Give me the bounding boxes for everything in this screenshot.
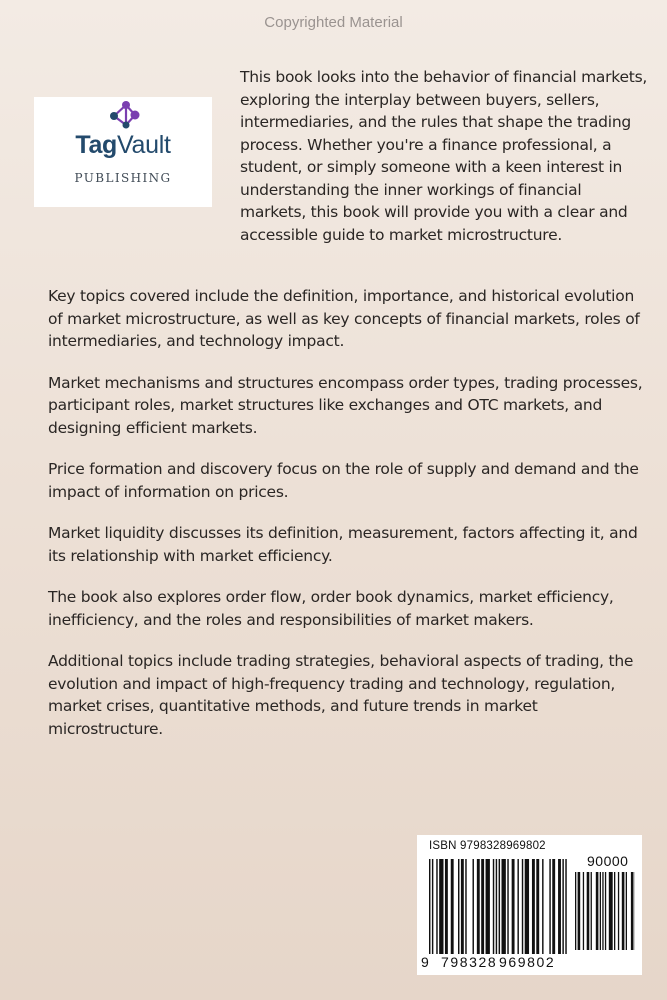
barcode-bar <box>473 859 474 954</box>
paragraph-price-formation: Price formation and discovery focus on the role of supply and demand and the impact of information on prices. <box>48 460 639 501</box>
paragraph-mechanisms: Market mechanisms and structures encompass order types, trading processes, participant roles, market structures like exchanges and OTC markets, and designing efficient markets. <box>48 373 643 437</box>
ean-first-digit: 9 <box>421 954 429 970</box>
publisher-logo <box>34 97 212 207</box>
barcode-bar <box>465 859 466 954</box>
barcode-bar <box>499 859 500 954</box>
barcode-bar <box>562 859 563 954</box>
barcode-bar <box>631 872 634 950</box>
barcode-bar <box>596 872 599 950</box>
ean13-barcode-bars <box>429 859 569 959</box>
barcode-bar <box>517 859 518 954</box>
paragraph-order-flow: The book also explores order flow, order book dynamics, market efficiency, inefficiency, and the roles and responsibilities of market makers. <box>48 588 614 629</box>
barcode-bar <box>532 859 535 954</box>
barcode-bar <box>436 859 437 954</box>
paragraph-liquidity: Market liquidity discusses its definition, measurement, factors affecting it, and its relationship with market efficiency. <box>48 524 638 565</box>
barcode-bar <box>477 859 480 954</box>
publisher-name <box>34 131 212 160</box>
barcode-bar <box>552 859 555 954</box>
barcode-bar <box>536 859 539 954</box>
barcode-bar <box>525 859 529 954</box>
barcode-bar <box>565 859 566 954</box>
publisher-subtitle: PUBLISHING <box>74 171 172 185</box>
barcode-bar <box>458 859 459 954</box>
copyright-watermark: Copyrighted Material <box>264 14 403 31</box>
barcode-bar <box>600 872 601 950</box>
description-body <box>48 285 653 759</box>
addon-barcode-bars <box>575 872 635 954</box>
barcode-bar <box>591 872 592 950</box>
barcode-bar <box>618 872 619 950</box>
barcode-bar <box>558 859 561 954</box>
barcode-bar <box>626 872 627 950</box>
barcode-bar <box>451 859 454 954</box>
barcode-bar <box>542 859 543 954</box>
publisher-name-bold: Tag <box>75 131 118 159</box>
barcode-bar <box>575 872 576 950</box>
barcode-bar <box>445 859 448 954</box>
price-addon-number: 90000 <box>587 853 629 869</box>
barcode-bar <box>439 859 443 954</box>
barcode-bar <box>614 872 615 950</box>
isbn-label: ISBN 9798328969802 <box>429 840 546 852</box>
ean-left-group: 798328 <box>441 954 498 970</box>
barcode-bar <box>461 859 464 954</box>
barcode-bar <box>502 859 506 954</box>
barcode-bar <box>486 859 490 954</box>
barcode-bar <box>493 859 494 954</box>
publisher-name-thin: Vault <box>117 131 171 159</box>
paragraph-additional-topics: Additional topics include trading strategies, behavioral aspects of trading, the evolution and impact of high-frequency trading and technology, regulation, market crises, quantitative methods, and future trends in market microstructure. <box>48 652 634 738</box>
barcode-bar <box>429 859 430 954</box>
ean-right-group: 969802 <box>499 954 556 970</box>
paragraph-key-topics: Key topics covered include the definition, importance, and historical evolution of market microstructure, as well as key concepts of financial markets, roles of intermediaries, and technology impact. <box>48 287 640 350</box>
intro-paragraph: This book looks into the behavior of financial markets, exploring the interplay between buyers, sellers, intermediaries, and the rules that shape the trading process. Whether you're a finance professional, a student, or simply someone with a keen interest in understanding the inner workings of financial markets, this book will provide you with a clear and accessible guide to market microstructure. <box>240 68 648 244</box>
barcode-bar <box>602 872 603 950</box>
barcode-bar <box>496 859 497 954</box>
barcode-bar <box>549 859 550 954</box>
isbn-barcode <box>417 835 642 975</box>
barcode-bar <box>522 859 523 954</box>
barcode-bar <box>578 872 581 950</box>
barcode-bar <box>583 872 584 950</box>
barcode-bar <box>622 872 625 950</box>
barcode-bar <box>507 859 508 954</box>
barcode-bar <box>587 872 590 950</box>
barcode-bar <box>512 859 515 954</box>
barcode-bar <box>481 859 484 954</box>
barcode-bar <box>605 872 606 950</box>
barcode-bar <box>609 872 613 950</box>
barcode-bar <box>432 859 433 954</box>
